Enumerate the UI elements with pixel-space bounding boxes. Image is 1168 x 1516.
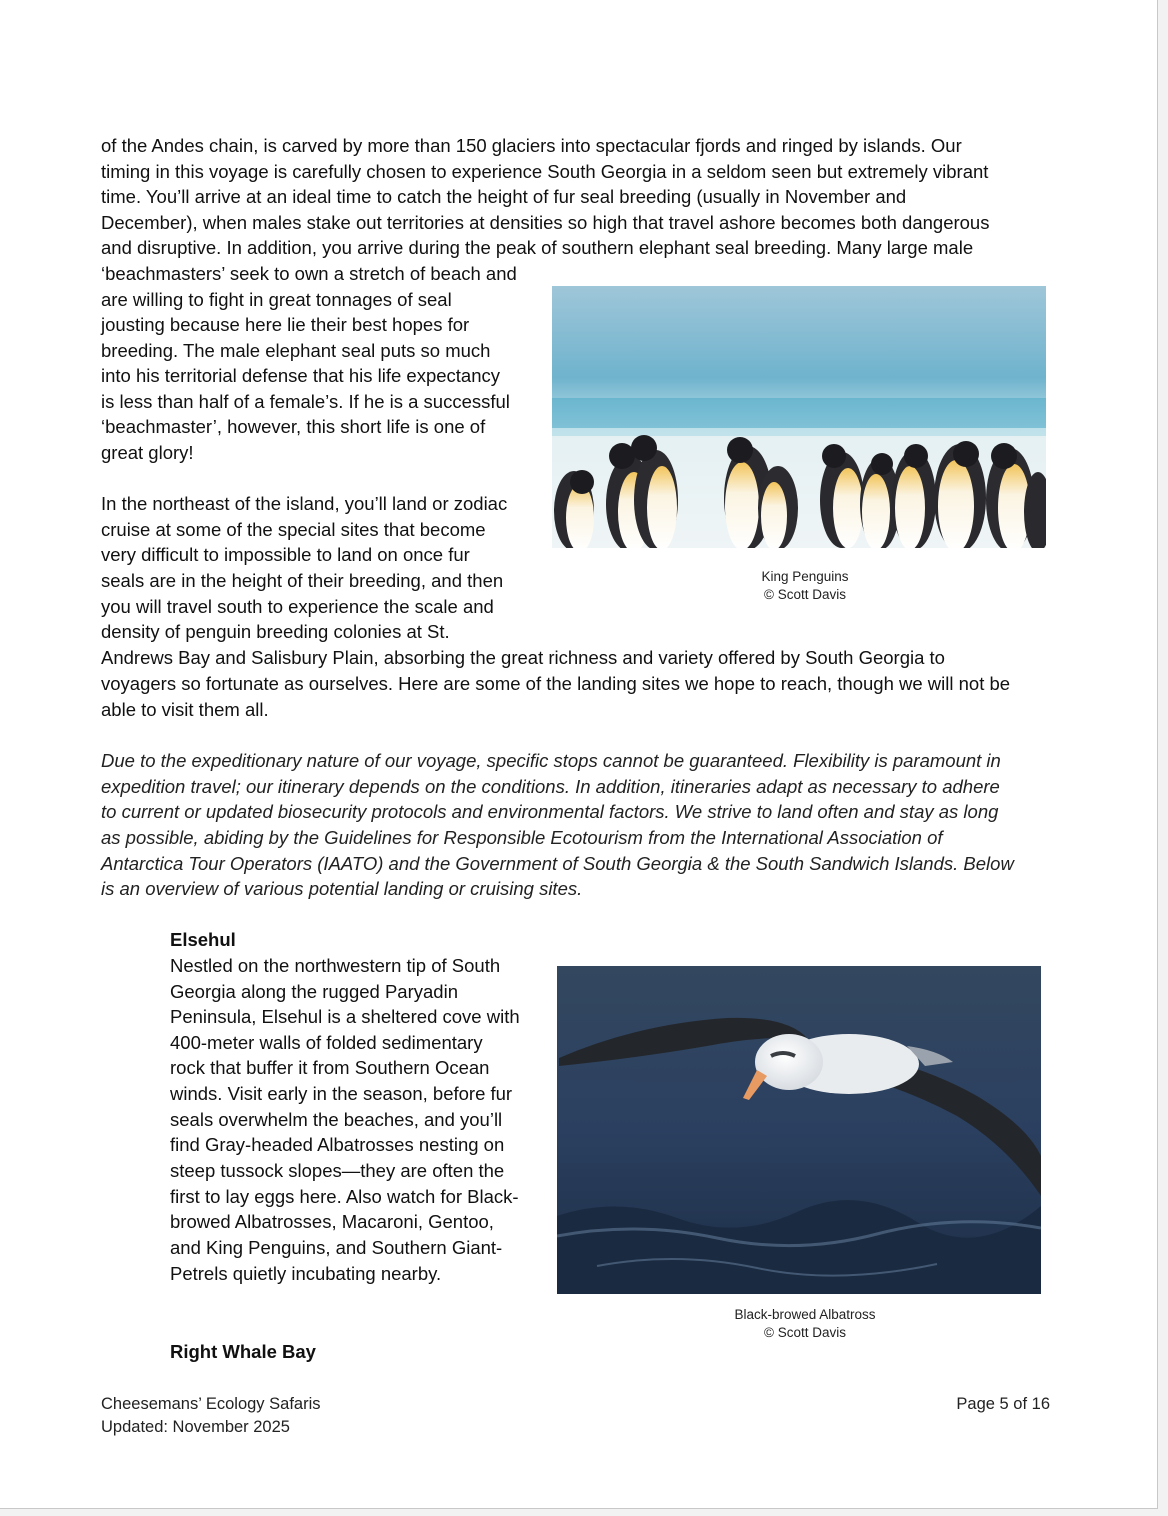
intro-line: December), when males stake out territories at densities so high that travel ashore becomes both dangerous bbox=[101, 212, 990, 233]
intro-wrap-line: are willing to fight in great tonnages of seal bbox=[101, 289, 452, 310]
intro-wrap-line: ‘beachmaster’, however, this short life is one of bbox=[101, 416, 486, 437]
northeast-wrap-line: cruise at some of the special sites that become bbox=[101, 519, 486, 540]
viewer-background-right bbox=[1158, 0, 1168, 1516]
elsehul-line: 400-meter walls of folded sedimentary bbox=[170, 1032, 483, 1053]
footer-page-number: Page 5 of 16 bbox=[956, 1395, 1050, 1413]
intro-wrap-line: into his territorial defense that his life expectancy bbox=[101, 365, 500, 386]
intro-line: timing in this voyage is carefully chosen to experience South Georgia in a seldom seen but extremely vibrant bbox=[101, 161, 989, 182]
elsehul-line: Petrels quietly incubating nearby. bbox=[170, 1263, 442, 1284]
viewer-background-bottom bbox=[0, 1509, 1168, 1516]
intro-line: time. You’ll arrive at an ideal time to catch the height of fur seal breeding (usually in November and bbox=[101, 186, 907, 207]
northeast-wrap-line: density of penguin breeding colonies at St. bbox=[101, 621, 450, 642]
disclaimer-line: is an overview of various potential landing or cruising sites. bbox=[101, 878, 583, 899]
elsehul-line: first to lay eggs here. Also watch for Black- bbox=[170, 1186, 519, 1207]
disclaimer-line: Due to the expeditionary nature of our voyage, specific stops cannot be guaranteed. Flexibility is paramount in bbox=[101, 750, 1001, 771]
intro-wrap-line: great glory! bbox=[101, 442, 194, 463]
penguin-photo-caption: King Penguins bbox=[761, 569, 849, 584]
northeast-wrap-line: very difficult to impossible to land on once fur bbox=[101, 544, 470, 565]
northeast-line: voyagers so fortunate as ourselves. Here are some of the landing sites we hope to reach, though we will not be bbox=[101, 673, 1011, 694]
albatross-photo-caption: Black-browed Albatross bbox=[734, 1307, 876, 1322]
elsehul-heading: Elsehul bbox=[170, 929, 236, 950]
elsehul-line: and King Penguins, and Southern Giant- bbox=[170, 1237, 503, 1258]
northeast-wrap-line: you will travel south to experience the scale and bbox=[101, 596, 494, 617]
disclaimer-line: expedition travel; our itinerary depends on the conditions. In addition, itineraries adapt as necessary to adhere bbox=[101, 776, 1000, 797]
intro-wrap-line: jousting because here lie their best hopes for bbox=[101, 314, 470, 335]
elsehul-line: find Gray-headed Albatrosses nesting on bbox=[170, 1134, 505, 1155]
elsehul-line: browed Albatrosses, Macaroni, Gentoo, bbox=[170, 1211, 494, 1232]
disclaimer-line: to current or updated biosecurity protocols and environmental factors. We strive to land often and stay as long bbox=[101, 801, 999, 822]
northeast-wrap-line: seals are in the height of their breeding, and then bbox=[101, 570, 504, 591]
footer-company: Cheesemans’ Ecology Safaris bbox=[101, 1395, 321, 1413]
albatross-photo-credit: © Scott Davis bbox=[764, 1325, 846, 1340]
penguin-photo-credit: © Scott Davis bbox=[764, 587, 846, 602]
northeast-wrap-line: In the northeast of the island, you’ll land or zodiac bbox=[101, 493, 508, 514]
elsehul-line: Nestled on the northwestern tip of South bbox=[170, 955, 501, 976]
intro-line: of the Andes chain, is carved by more than 150 glaciers into spectacular fjords and ringed by islands. Our bbox=[101, 135, 962, 156]
elsehul-line: Peninsula, Elsehul is a sheltered cove with bbox=[170, 1006, 520, 1027]
disclaimer-line: Antarctica Tour Operators (IAATO) and the Government of South Georgia & the South Sandwich Islands. Below bbox=[101, 853, 1014, 874]
footer-updated: Updated: November 2025 bbox=[101, 1418, 290, 1436]
elsehul-line: winds. Visit early in the season, before fur bbox=[170, 1083, 513, 1104]
elsehul-line: seals overwhelm the beaches, and you’ll bbox=[170, 1109, 503, 1130]
intro-line: and disruptive. In addition, you arrive during the peak of southern elephant seal breeding. Many large male bbox=[101, 237, 974, 258]
intro-wrap-line: is less than half of a female’s. If he is a successful bbox=[101, 391, 510, 412]
intro-wrap-line: ‘beachmasters’ seek to own a stretch of beach and bbox=[101, 263, 517, 284]
northeast-line: Andrews Bay and Salisbury Plain, absorbing the great richness and variety offered by South Georgia to bbox=[101, 647, 945, 668]
black-browed-albatross-photo bbox=[557, 966, 1041, 1294]
northeast-line: able to visit them all. bbox=[101, 699, 269, 720]
elsehul-line: Georgia along the rugged Paryadin bbox=[170, 981, 458, 1002]
disclaimer-line: as possible, abiding by the Guidelines for Responsible Ecotourism from the International Association of bbox=[101, 827, 943, 848]
elsehul-line: steep tussock slopes—they are often the bbox=[170, 1160, 505, 1181]
intro-wrap-line: breeding. The male elephant seal puts so much bbox=[101, 340, 491, 361]
elsehul-line: rock that buffer it from Southern Ocean bbox=[170, 1057, 490, 1078]
right-whale-bay-heading: Right Whale Bay bbox=[170, 1341, 316, 1362]
king-penguins-photo bbox=[552, 286, 1046, 548]
